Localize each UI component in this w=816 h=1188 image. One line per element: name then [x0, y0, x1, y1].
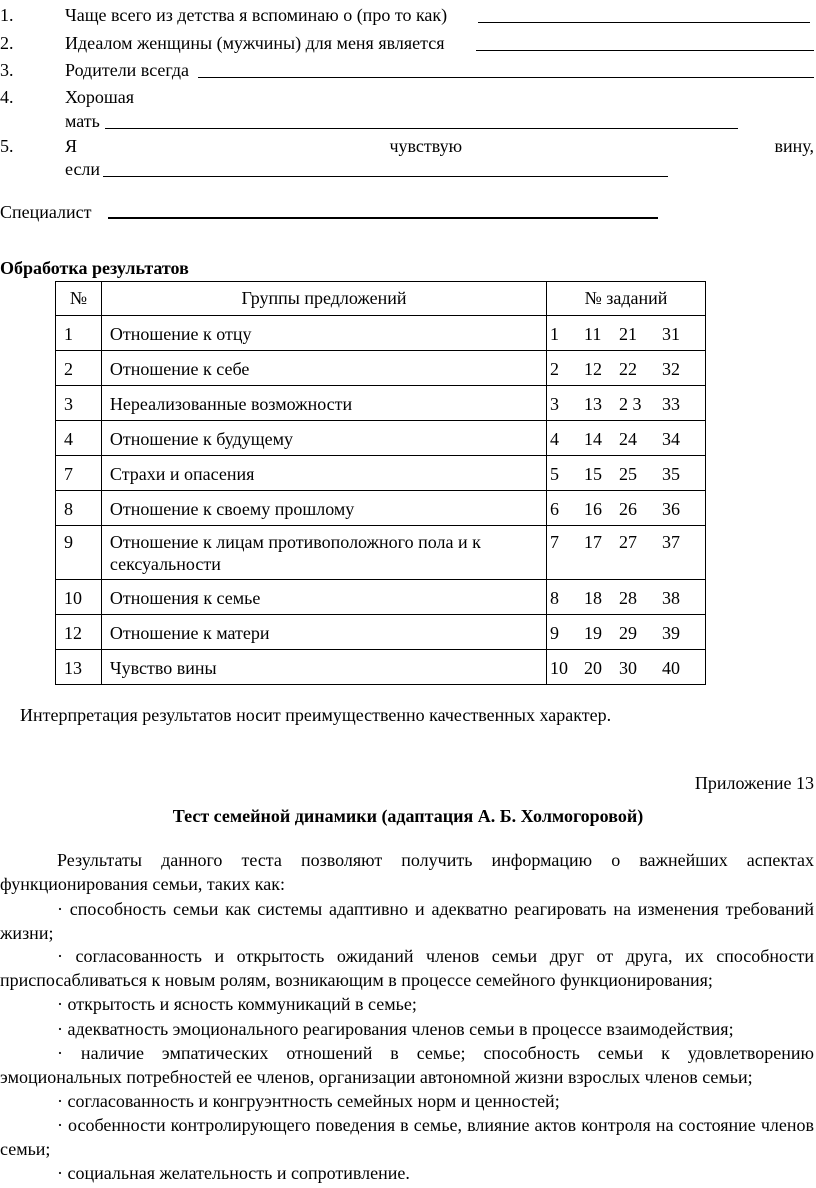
task-number: 40: [662, 658, 681, 678]
row-tasks: [547, 526, 706, 580]
table-row: [56, 421, 706, 456]
word: чувствую: [389, 136, 463, 156]
bullet-item: · открытость и ясность коммуникаций в семье;: [57, 994, 417, 1014]
row-tasks: [547, 351, 706, 386]
specialist-signature-line[interactable]: [108, 217, 658, 219]
task-number: 34: [662, 429, 681, 449]
question-number: 2.: [0, 33, 14, 53]
task-number: 33: [662, 394, 681, 414]
task-number: 17: [584, 532, 603, 552]
task-number: 30: [619, 658, 638, 678]
row-number: 1: [56, 316, 102, 351]
task-number: 19: [584, 623, 603, 643]
row-group: Отношение к матери: [101, 615, 546, 650]
row-tasks: [547, 386, 706, 421]
row-group: Отношение к себе: [101, 351, 546, 386]
table-row: [56, 456, 706, 491]
task-number: 10: [550, 658, 569, 678]
processing-title: Обработка результатов: [0, 258, 189, 278]
task-number: 6: [550, 499, 560, 519]
table-row: [56, 615, 706, 650]
task-number: 15: [584, 464, 603, 484]
task-number: 8: [550, 588, 560, 608]
task-number: 2: [550, 359, 560, 379]
interpretation-text: Интерпретация результатов носит преимущественно качественных характер.: [20, 705, 612, 725]
question-2-text: Идеалом женщины (мужчины) для меня является: [65, 33, 445, 53]
task-number: 5: [550, 464, 560, 484]
header-tasks: № заданий: [547, 282, 706, 316]
row-tasks: [547, 650, 706, 685]
row-tasks: [547, 615, 706, 650]
row-tasks: [547, 491, 706, 526]
row-group: Отношение к своему прошлому: [101, 491, 546, 526]
task-number: 13: [584, 394, 603, 414]
bullet-item: · социальная желательность и сопротивление.: [57, 1163, 410, 1183]
row-tasks: [547, 421, 706, 456]
task-number: 27: [619, 532, 638, 552]
task-number: 7: [550, 532, 560, 552]
bullet-item: · согласованность и конгруэнтность семейных норм и ценностей;: [57, 1091, 560, 1111]
task-number: 11: [584, 324, 602, 344]
question-3: [0, 59, 14, 81]
row-number: 7: [56, 456, 102, 491]
task-number: 14: [584, 429, 603, 449]
task-number: 16: [584, 499, 603, 519]
task-number: 31: [662, 324, 681, 344]
test-title: Тест семейной динамики (адаптация А. Б. Холмогоровой): [172, 806, 644, 826]
task-number: 26: [619, 499, 638, 519]
row-number: 4: [56, 421, 102, 456]
header-number: №: [56, 282, 102, 316]
question-1: [0, 4, 14, 26]
appendix-label: Приложение 13: [694, 773, 814, 793]
row-group: Страхи и опасения: [101, 456, 546, 491]
task-number: 24: [619, 429, 638, 449]
row-number: 10: [56, 580, 102, 615]
word: Я: [65, 136, 78, 156]
answer-line-5[interactable]: [103, 176, 668, 177]
answer-line-3[interactable]: [198, 77, 814, 78]
task-number: 36: [662, 499, 681, 519]
task-number: 9: [550, 623, 560, 643]
table-row: [56, 580, 706, 615]
bullet-item: · адекватность эмоционального реагирования членов семьи в процессе взаимодействия;: [57, 1019, 734, 1039]
row-group: Чувство вины: [101, 650, 546, 685]
question-number: 3.: [0, 60, 14, 80]
header-groups: Группы предложений: [101, 282, 546, 316]
table-row: [56, 386, 706, 421]
table-header-row: [56, 282, 706, 316]
question-number: 5.: [0, 136, 14, 156]
question-5: [0, 135, 14, 157]
question-4: [0, 86, 14, 108]
results-table: [55, 281, 706, 685]
question-5-text-line2: если: [65, 159, 101, 179]
task-number: 25: [619, 464, 638, 484]
task-number: 35: [662, 464, 681, 484]
row-tasks: [547, 316, 706, 351]
question-5-text-line1: [65, 135, 814, 157]
task-number: 28: [619, 588, 638, 608]
task-number: 21: [619, 324, 638, 344]
table-row: [56, 351, 706, 386]
bullet-item: · согласованность и открытость ожиданий членов семьи друг от друга, их способности приспосабливаться к новым ролям, возникающим в процессе семейного функционирования;: [0, 946, 814, 990]
task-number: 22: [619, 359, 638, 379]
table-row: [56, 316, 706, 351]
row-number: 2: [56, 351, 102, 386]
task-number: 37: [662, 532, 681, 552]
answer-line-2[interactable]: [476, 50, 814, 51]
question-1-text: Чаще всего из детства я вспоминаю о (про то как): [65, 5, 448, 25]
task-number: 38: [662, 588, 681, 608]
task-number: 4: [550, 429, 560, 449]
question-number: 4.: [0, 87, 14, 107]
row-group: Отношение к будущему: [101, 421, 546, 456]
row-number: 9: [56, 526, 102, 580]
row-number: 3: [56, 386, 102, 421]
bullet-item: · особенности контролирующего поведения в семье, влияние актов контроля на состояние членов семьи;: [0, 1115, 814, 1159]
task-number: 1: [550, 324, 560, 344]
answer-line-4[interactable]: [105, 128, 738, 129]
row-group: Отношение к отцу: [101, 316, 546, 351]
task-number: 20: [584, 658, 603, 678]
bullet-item: · наличие эмпатических отношений в семье; способность семьи к удовлетворению эмоциональных потребностей ее членов, организации автономной жизни взрослых членов семьи;: [0, 1043, 814, 1087]
answer-line-1[interactable]: [478, 22, 810, 23]
row-number: 13: [56, 650, 102, 685]
word: вину,: [774, 136, 814, 156]
row-tasks: [547, 456, 706, 491]
row-group: Отношение к лицам противоположного пола и к сексуальности: [101, 526, 546, 580]
row-tasks: [547, 580, 706, 615]
table-row: [56, 650, 706, 685]
question-4-text-line2: мать: [65, 111, 100, 131]
table-row: [56, 491, 706, 526]
task-number: 12: [584, 359, 603, 379]
table-row: [56, 526, 706, 580]
row-number: 8: [56, 491, 102, 526]
question-2: [0, 32, 14, 54]
question-4-text-line1: Хорошая: [65, 87, 134, 107]
bullet-item: · способность семьи как системы адаптивно и адекватно реагировать на изменения требований жизни;: [0, 899, 814, 943]
intro-paragraph: Результаты данного теста позволяют получить информацию о важнейших аспектах функционирования семьи, таких как:: [0, 850, 814, 894]
row-group: Отношения к семье: [101, 580, 546, 615]
question-3-text: Родители всегда: [65, 60, 190, 80]
row-group: Нереализованные возможности: [101, 386, 546, 421]
specialist-label: Специалист: [0, 202, 92, 222]
task-number: 3: [550, 394, 560, 414]
task-number: 39: [662, 623, 681, 643]
task-number: 18: [584, 588, 603, 608]
task-number: 29: [619, 623, 638, 643]
row-number: 12: [56, 615, 102, 650]
task-number: 32: [662, 359, 681, 379]
task-number: 2 3: [619, 394, 642, 414]
question-number: 1.: [0, 5, 14, 25]
